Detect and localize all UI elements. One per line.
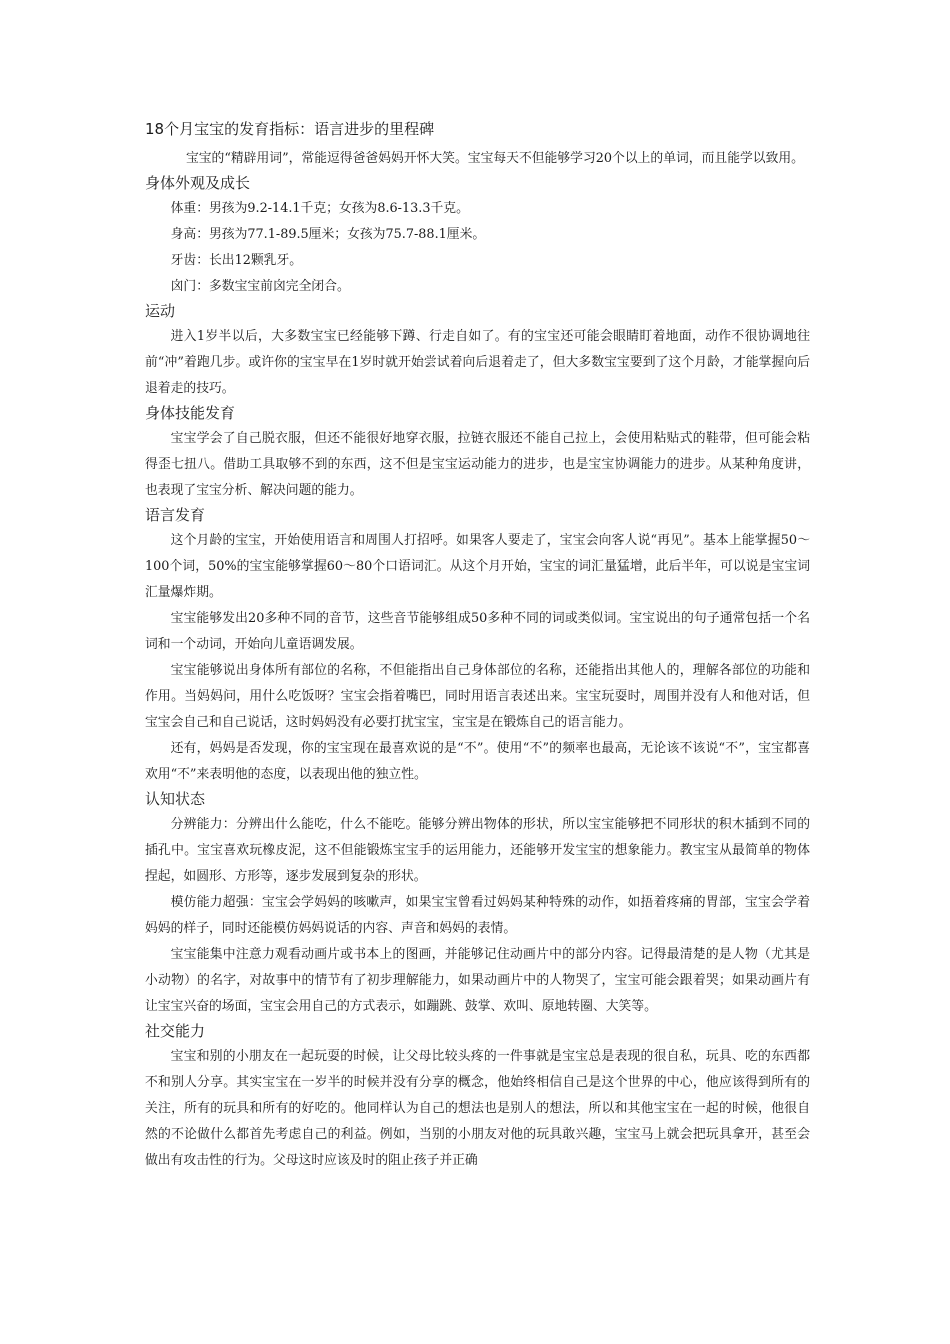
growth-item-weight: 体重：男孩为9.2-14.1千克；女孩为8.6-13.3千克。 — [170, 201, 469, 216]
growth-item-fontanel: 囟门：多数宝宝前囟完全闭合。 — [170, 279, 350, 294]
section-heading: 运动 — [145, 302, 176, 320]
section-language — [145, 504, 810, 788]
section-paragraph: 宝宝能集中注意力观看动画片或书本上的图画，并能够记住动画片中的部分内容。记得最清楚的是人物（尤其是小动物）的名字，对故事中的情节有了初步理解能力，如果动画片中的人物哭了，宝宝可能会跟着哭；如果动画片有让宝宝兴奋的场面，宝宝会用自己的方式表示，如蹦跳、鼓掌、欢叫、原地转圈、大笑等。 — [145, 947, 810, 1014]
section-heading: 语言发育 — [145, 506, 206, 524]
section-paragraph: 宝宝能够发出20多种不同的音节，这些音节能够组成50多种不同的词或类似词。宝宝说出的句子通常包括一个名词和一个动词，开始向儿童语调发展。 — [145, 611, 810, 652]
section-heading: 身体外观及成长 — [145, 174, 251, 192]
section-paragraph: 模仿能力超强：宝宝会学妈妈的咳嗽声，如果宝宝曾看过妈妈某种特殊的动作，如捂着疼痛的胃部，宝宝会学着妈妈的样子，同时还能模仿妈妈说话的内容、声音和妈妈的表情。 — [145, 895, 810, 936]
growth-item-teeth: 牙齿：长出12颗乳牙。 — [170, 253, 303, 268]
section-paragraph: 这个月龄的宝宝，开始使用语言和周围人打招呼。如果客人要走了，宝宝会向客人说“再见”。基本上能掌握50～100个词，50%的宝宝能够掌握60～80个口语词汇。从这个月开始，宝宝的词汇量猛增，此后半年，可以说是宝宝词汇量爆炸期。 — [145, 533, 810, 600]
document-title: 18个月宝宝的发育指标：语言进步的里程碑 — [145, 120, 435, 138]
section-paragraph: 宝宝学会了自己脱衣服，但还不能很好地穿衣服，拉链衣服还不能自己拉上，会使用粘贴式的鞋带，但可能会粘得歪七扭八。借助工具取够不到的东西，这不但是宝宝运动能力的进步，也是宝宝协调能力的进步。从某种角度讲，也表现了宝宝分析、解决问题的能力。 — [145, 431, 810, 498]
growth-item-height: 身高：男孩为77.1-89.5厘米；女孩为75.7-88.1厘米。 — [170, 227, 486, 242]
section-cognition — [145, 788, 810, 1020]
section-paragraph: 宝宝能够说出身体所有部位的名称，不但能指出自己身体部位的名称，还能指出其他人的，理解各部位的功能和作用。当妈妈问，用什么吃饭呀？宝宝会指着嘴巴，同时用语言表述出来。宝宝玩耍时，周围并没有人和他对话，但宝宝会自己和自己说话，这时妈妈没有必要打扰宝宝，宝宝是在锻炼自己的语言能力。 — [145, 663, 810, 730]
section-paragraph: 进入1岁半以后，大多数宝宝已经能够下蹲、行走自如了。有的宝宝还可能会眼睛盯着地面，动作不很协调地往前“冲”着跑几步。或许你的宝宝早在1岁时就开始尝试着向后退着走了，但大多数宝宝要到了这个月龄，才能掌握向后退着走的技巧。 — [145, 329, 810, 396]
document-page — [145, 118, 810, 1174]
section-body-growth — [145, 172, 810, 300]
section-paragraph: 宝宝和别的小朋友在一起玩耍的时候，让父母比较头疼的一件事就是宝宝总是表现的很自私，玩具、吃的东西都不和别人分享。其实宝宝在一岁半的时候并没有分享的概念，他始终相信自己是这个世界的中心，他应该得到所有的关注，所有的玩具和所有的好吃的。他同样认为自己的想法也是别人的想法，所以和其他宝宝在一起的时候，他很自然的不论做什么都首先考虑自己的利益。例如，当别的小朋友对他的玩具敢兴趣，宝宝马上就会把玩具拿开，甚至会做出有攻击性的行为。父母这时应该及时的阻止孩子并正确 — [145, 1049, 810, 1168]
section-paragraph: 分辨能力：分辨出什么能吃，什么不能吃。能够分辨出物体的形状，所以宝宝能够把不同形状的积木插到不同的插孔中。宝宝喜欢玩橡皮泥，这不但能锻炼宝宝手的运用能力，还能够开发宝宝的想象能力。教宝宝从最简单的物体捏起，如圆形、方形等，逐步发展到复杂的形状。 — [145, 817, 810, 884]
section-heading: 认知状态 — [145, 790, 206, 808]
section-heading: 社交能力 — [145, 1022, 206, 1040]
section-paragraph: 还有，妈妈是否发现，你的宝宝现在最喜欢说的是“不”。使用“不”的频率也最高，无论该不该说“不”，宝宝都喜欢用“不”来表明他的态度，以表现出他的独立性。 — [145, 741, 810, 782]
section-social — [145, 1020, 810, 1174]
intro-paragraph: 宝宝的“精辟用词”，常能逗得爸爸妈妈开怀大笑。宝宝每天不但能够学习20个以上的单词，而且能学以致用。 — [185, 151, 804, 166]
section-physical-skills — [145, 402, 810, 504]
section-heading: 身体技能发育 — [145, 404, 236, 422]
section-motion — [145, 300, 810, 402]
